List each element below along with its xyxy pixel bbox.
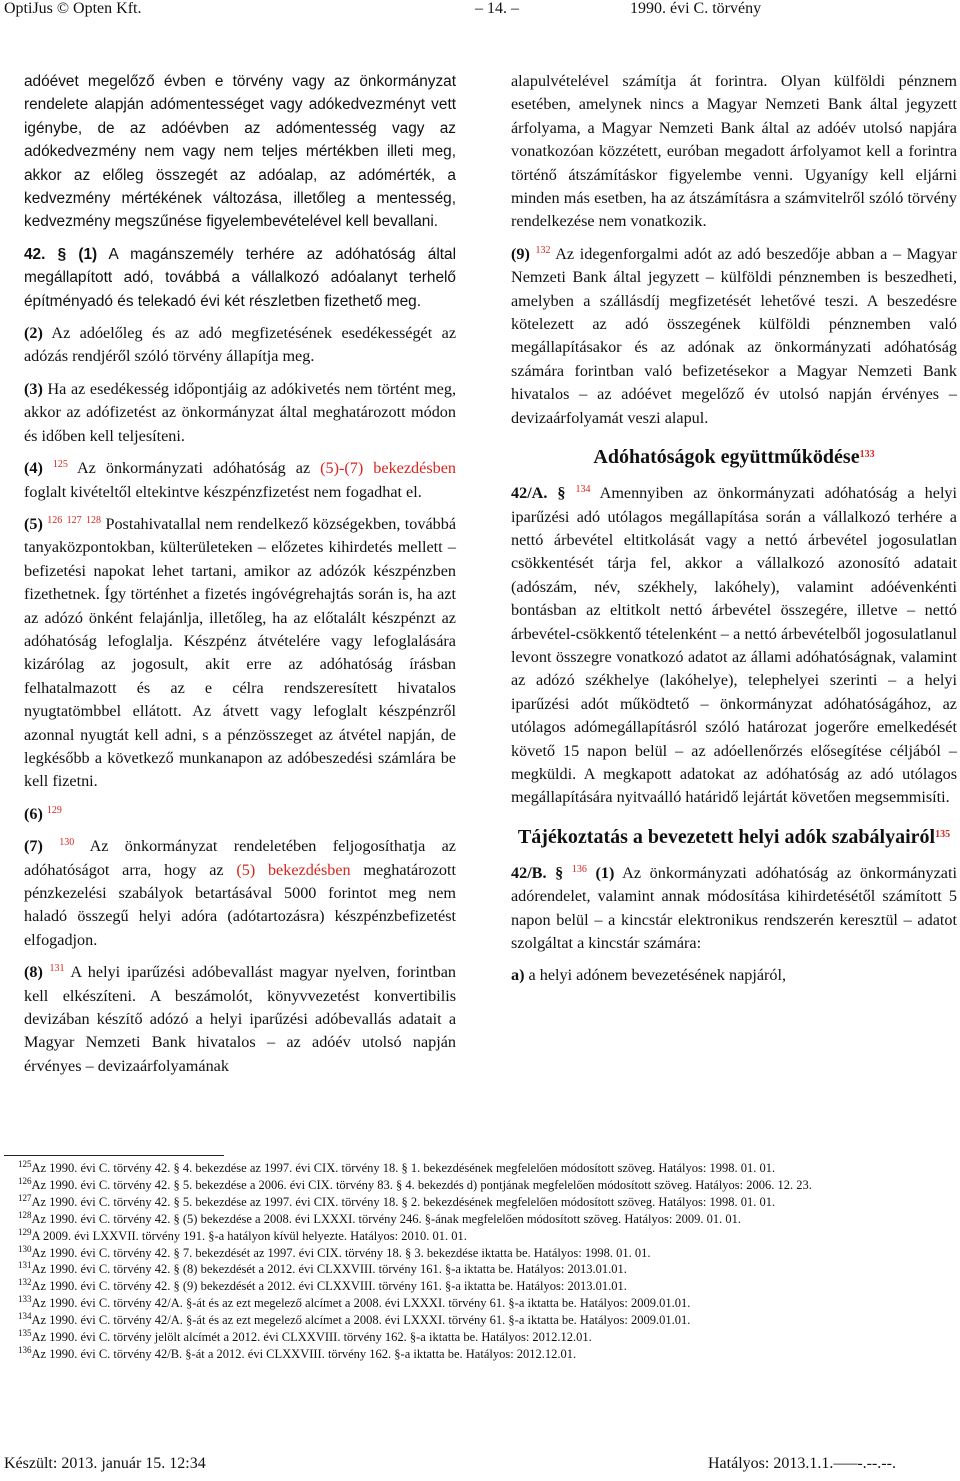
footnote-ref-link[interactable]: 127 [66,514,82,526]
footnote-text: Az 1990. évi C. törvény 42. § 7. bekezdését az 1997. évi CIX. törvény 18. § 3. bekezdése iktatta be. Hatályos: 1998. 01. 01. [31,1245,651,1260]
footnote-ref-link[interactable]: 131 [49,963,65,975]
page-header [0,0,960,22]
footnote-ref-link[interactable]: 136 [571,863,587,875]
footnote-number: 135 [18,1328,32,1339]
section-42-paragraph-7 [24,835,456,952]
section-42-paragraph-8 [24,961,456,1078]
section-42-paragraph-6 [24,803,456,826]
footnote-ref-link[interactable]: 132 [535,244,551,256]
footnote-text: Az 1990. évi C. törvény 42. § 4. bekezdése az 1997. évi CIX. törvény 18. § 1. bekezdésének megfelelően módosított szöveg. Hatályos: 1998. 01. 01. [31,1161,776,1175]
section-label: 42/B. § [511,863,564,882]
section-42-paragraph-5 [24,513,456,794]
paragraph-text: A helyi iparűzési adóbevallást magyar nyelven, forintban kell elkészíteni. A beszámolót, könyvvezetést konvertibilis devizában készítő adózó a helyi iparűzési adóbevallás adatait a Magyar Nemzeti Bank hivatalos – az adóév utolsó napján érvényes – devizaárfolyamának [24,963,456,1075]
footnote-number: 125 [18,1159,32,1169]
footnote-text: Az 1990. évi C. törvény 42. § (5) bekezdése a 2008. évi LXXXI. törvény 246. §-ának megfelelően módosított szöveg. Hatályos: 2009. 01. 01. [31,1211,742,1226]
footnote-ref-link[interactable]: 133 [859,449,875,461]
section-42b-point-a [511,964,957,987]
paragraph-number: (9) [511,244,530,263]
footnote-ref-link[interactable]: 134 [575,484,591,496]
footnote-ref-link[interactable]: 126 [47,514,63,526]
paragraph-number: (7) [24,837,43,856]
paragraph-number: (6) [24,804,43,823]
paragraph-number: (2) [24,324,43,343]
footnote-item [4,1228,956,1245]
footnote-number: 136 [18,1344,32,1355]
paragraph-number: (5) [24,514,43,533]
footnote-ref-link[interactable]: 128 [86,514,102,526]
intro-paragraph: adóévet megelőző évben e törvény vagy az önkormányzat rendelete alapján adómentességet vagy adókedvezményt vett igénybe, de az adóévben az adómentesség vagy az adókedvezmény nem vagy nem teljes mértékben illeti meg, akkor az előleg összegét az adóalap, az adómérték, a kedvezmény mértékének változása, illetőleg a mentesség, kedvezmény megszűnése figyelembevételével kell bevallani. [24,73,456,231]
page-number: – 14. – [475,0,519,17]
footnote-number: 131 [18,1260,32,1271]
footnote-divider [4,1155,224,1156]
footnotes [4,1160,956,1363]
section-42-paragraph-9 [511,243,957,430]
footnote-text: Az 1990. évi C. törvény 42. § (9) bekezdését a 2012. évi CLXXVIII. törvény 161. §-a iktatta be. Hatályos: 2013.01.01. [31,1279,627,1294]
footnote-item [4,1160,956,1177]
footnote-item [4,1261,956,1278]
footnote-ref-link[interactable]: 129 [46,804,62,816]
section-42-paragraph-1 [24,243,456,313]
section-label: 42/A. § [511,484,566,503]
law-title: 1990. évi C. törvény [630,0,762,17]
footnote-number: 127 [18,1192,32,1203]
subsection-heading [511,444,957,470]
heading-text: Tájékoztatás a bevezetett helyi adók szabályairól [517,825,936,848]
footnote-item [4,1245,956,1262]
section-42b-paragraph-1 [511,862,957,956]
publisher-text: OptiJus © Opten Kft. [4,0,142,17]
section-label: 42. § [24,245,67,263]
section-42a [511,482,957,810]
footnote-text: Az 1990. évi C. törvény 42. § 5. bekezdése az 1997. évi CIX. törvény 18. § 2. bekezdésének megfelelően módosított szöveg. Hatályos: 1998. 01. 01. [31,1194,776,1209]
footnote-ref-link[interactable]: 135 [935,828,951,840]
footnote-item [4,1211,956,1228]
footnote-text: Az 1990. évi C. törvény 42/B. §-át a 2012. évi CLXXVIII. törvény 162. §-a iktatta be. Hatályos: 2012.12.01. [31,1346,577,1361]
effective-date: Hatályos: 2013.1.1.–––-.--.--. [708,1455,896,1472]
point-label: a) [511,966,525,985]
paragraph-text: Az önkormányzati adóhatóság az [76,459,311,478]
section-42-paragraph-3 [24,378,456,448]
cross-reference-link[interactable]: (5) bekezdésben [236,860,351,879]
footnote-item [4,1177,956,1194]
subsection-heading [511,824,957,850]
footnote-number: 130 [18,1243,32,1254]
footnote-item [4,1194,956,1211]
footnote-ref-link[interactable]: 125 [52,459,68,471]
paragraph-text: Postahivatallal nem rendelkező községekben, továbbá tanyaközpontokban, külterületeken – előzetes kihirdetés mellett – befizetési napokat lehet tartani, amikor az adózók készpénzben fizethetnek. Így történhet a fizetés ingóvégrehajtás során is, ha azt az adózó önként felajánlja, illetőleg, ha az előtalált készpénzt az adóhatóság lefoglalja. Készpénz átvételére vagy lefoglalására kizárólag az jogosult, akit erre az adóhatóság írásban felhatalmazott és az e célra rendszeresített hivatalos nyugtatömbbel ellátott. Az átvett vagy lefoglalt készpénzről azonnal nyugtát kell adni, s a pénzösszeget az átvétel napján, de legkésőbb a következő munkanapon az adóbeszedési számlára be kell fizetni. [24,514,457,791]
footnote-number: 129 [18,1226,32,1237]
footnote-number: 126 [18,1175,32,1186]
created-date: Készült: 2013. január 15. 12:34 [4,1455,206,1472]
footnote-text: Az 1990. évi C. törvény 42. § (8) bekezdését a 2012. évi CLXXVIII. törvény 161. §-a iktatta be. Hatályos: 2013.01.01. [31,1262,627,1277]
paragraph-text: foglalt kivételtől eltekintve készpénzfizetést nem fogadhat el. [24,482,422,501]
section-42-paragraph-4 [24,457,456,504]
footnote-item [4,1346,956,1363]
paragraph-text: Az idegenforgalmi adót az adó beszedője abban a – Magyar Nemzeti Bank által jegyzett – külföldi pénznemben is beszedheti, amelyben a szállásdíj megfizetését lehetővé teszi. A beszedésre kötelezett az adó összegének külföldi pénznemben való megállapításakor és az adónak az önkormányzati adóhatóság számára forintban való befizetésekor a Magyar Nemzeti Bank hivatalos – az adóévet megelőző év utolsó napján érvényes – devizaárfolyamát veszi alapul. [511,244,958,427]
paragraph-number: (1) [78,245,98,263]
footnote-item [4,1295,956,1312]
heading-text: Adóhatóságok együttműködése [593,446,860,469]
paragraph-text: meghatározott pénzkezelési szabályok betartásával 5000 forintot meg nem haladó összegű helyi adóra (adótartozásra) készpénzbefizetést elfogadjon. [24,860,456,949]
footnote-text: Az 1990. évi C. törvény 42/A. §-át és az ezt megelező alcímet a 2008. évi LXXXI. törvény 61. §-a iktatta be. Hatályos: 2009.01.01. [31,1296,691,1311]
paragraph-text: Amennyiben az önkormányzati adóhatóság a helyi iparűzési adó utólagos megállapítása során a vállalkozó terhére a nettó árbevétel eltitkolását vagy a nettó árbevétel jogosulatlan csökkentését tárja fel, akkor a vállalkozó azonosító adatait (adószám, név, székhely, lakóhely), valamint adóévenkénti bontásban az eltitkolt nettó árbevétel összegére, illetve – nettó árbevétel-csökkentő tételenként – a nettó árbevételből jogosulatlanul levont összegre vonatkozó adatot az állami adóhatóságnak, valamint az adózó székhelye (lakóhelye), telephelyei szerinti – a helyi iparűzési adót működtető – önkormányzat adóhatóságához, az utólagos adómegállapításról szóló határozat jogerőre emelkedését követő 15 napon belül – az adóellenőrzés elősegítése céljából – megküldi. A megkapott adatokat az adóhatóság az adó utólagos megállapítására nyitvaálló határidő lejártát követően megsemmisíti. [511,484,958,807]
paragraph-number: (1) [595,863,615,882]
footnote-text: Az 1990. évi C. törvény jelölt alcímét a 2012. évi CLXXVIII. törvény 162. §-a iktatta be. Hatályos: 2012.12.01. [31,1330,592,1345]
left-column [24,70,456,1078]
continued-paragraph: alapulvételével számítja át forintra. Olyan külföldi pénznem esetében, amelynek nincs a Magyar Nemzeti Bank által jegyzett árfolyama, a Magyar Nemzeti Bank által az adóév utolsó napjára vonatkozóan közzétett, euróban megadott árfolyamot kell a forintra történő átszámításkor figyelembe venni. Ugyanígy kell eljárni minden más esetben, ha az átszámításra a számvitelről szóló törvény rendelkezése nem vonatkozik. [511,72,957,231]
footnote-ref-link[interactable]: 130 [59,837,75,849]
paragraph-text: Az önkormányzati adóhatóság az önkormányzati adórendelet, valamint annak módosítása kihirdetésétől számított 5 napon belül – a kincstár elektronikus rendszerén keresztül – adatot szolgáltat a kincstár számára: [511,863,957,952]
footnote-item [4,1329,956,1346]
right-column [511,70,957,997]
paragraph-text: Az adóelőleg és az adó megfizetésének esedékességét az adózás rendjéről szóló törvény állapítja meg. [24,324,456,366]
footnote-number: 134 [18,1311,32,1322]
paragraph-number: (8) [24,963,43,982]
paragraph-text: Az önkormányzat rendeletében feljogosíthatja az adóhatóságot arra, hogy az [24,837,456,879]
footnote-item [4,1312,956,1329]
footnote-text: Az 1990. évi C. törvény 42/A. §-át és az ezt megelező alcímet a 2008. évi LXXXI. törvény 61. §-a iktatta be. Hatályos: 2009.01.01. [31,1313,691,1328]
footnote-text: Az 1990. évi C. törvény 42. § 5. bekezdése a 2006. évi CIX. törvény 83. § 4. bekezdés d) pontjának megfelelően módosított szöveg. Hatályos: 2006. 12. 23. [31,1177,812,1192]
footnote-number: 128 [18,1209,32,1220]
footnote-number: 133 [18,1294,32,1305]
point-text: a helyi adónem bevezetésének napjáról, [528,966,787,985]
paragraph-text: Ha az esedékesség időpontjáig az adókivetés nem történt meg, akkor az adófizetést az önkormányzat által meghatározott módon és időben kell teljesíteni. [24,379,456,445]
footnote-text: A 2009. évi LXXVII. törvény 191. §-a hatályon kívül helyezte. Hatályos: 2010. 01. 01. [31,1228,467,1243]
paragraph-text: A magánszemély terhére az adóhatóság által megállapított adó, továbbá a vállalkozó adóalanyt terhelő építményadó és telekadó évi két részletben fizethető meg. [24,245,456,310]
section-42-paragraph-2 [24,322,456,369]
paragraph-number: (3) [24,379,43,398]
footnote-number: 132 [18,1277,32,1288]
footnote-item [4,1278,956,1295]
paragraph-number: (4) [24,459,43,478]
cross-reference-link[interactable]: (5)-(7) bekezdésben [320,459,456,478]
